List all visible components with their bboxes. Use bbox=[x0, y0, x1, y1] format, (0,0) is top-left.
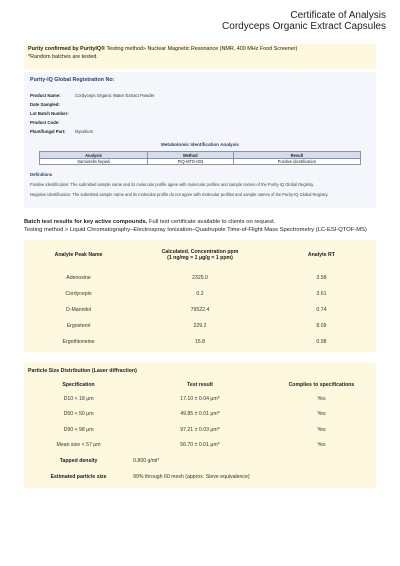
met-result: Positive identification bbox=[233, 159, 360, 165]
registration-title: Purity-IQ Global Registration No: bbox=[30, 77, 115, 83]
product-details bbox=[30, 91, 370, 136]
table-row: Mean size < 57 μm 56.70 ± 0.01 μm* Yes bbox=[56, 442, 326, 449]
header-specification: Specification bbox=[62, 381, 95, 388]
detail-key: Plant/fungal Part: bbox=[30, 129, 66, 134]
header-complies: Complies to specifications bbox=[288, 381, 355, 388]
detail-key: Lot Batch Number: bbox=[30, 111, 69, 116]
particle-size-label: Estimated particle size bbox=[50, 474, 107, 480]
definition-positive: Positive identification: The submitted sample name and its molecular profile agree with molecular profiles and sample names of the Purity-IQ Global Registry. bbox=[30, 182, 315, 187]
detail-key: Date Sampled: bbox=[30, 102, 60, 107]
metabolomic-table bbox=[39, 151, 361, 165]
purity-method-text: Testing method» Nuclear Magnetic Resonance (NMR, 400 MHz Food Screener) bbox=[105, 46, 298, 52]
table-row: D50 < 50 μm 49.85 ± 0.01 μm* Yes bbox=[63, 411, 326, 418]
table-row: D-Mannitol 79522.4 0.74 bbox=[66, 307, 327, 313]
product-subtitle: Cordyceps Organic Extract Capsules bbox=[222, 21, 386, 32]
table-row: D90 < 98 μm 97.21 ± 0.03 μm* Yes bbox=[63, 426, 326, 433]
tapped-density-value: 0.800 g/ml* bbox=[133, 458, 160, 464]
table-row bbox=[24, 469, 376, 485]
table-row: Cordycepin 0.2 3.61 bbox=[65, 291, 327, 297]
document-title: Certificate of Analysis bbox=[290, 10, 386, 21]
batch-text: Full test certificate available to clients on request. bbox=[147, 219, 276, 225]
batch-method: Testing method > Liquid Chromatography–Electrospray Ionization–Quadrupole Time-of-Flight Mass Spectrometry (LC-ESI-QTOF-MS) bbox=[24, 227, 367, 233]
table-row bbox=[24, 453, 376, 469]
table-row bbox=[40, 159, 361, 165]
detail-row bbox=[30, 118, 370, 127]
met-method: PIQ-MTD-003 bbox=[148, 159, 234, 165]
met-header-result: Result bbox=[233, 152, 360, 159]
trademark-symbol: ® bbox=[101, 46, 106, 52]
detail-key: Product Name: bbox=[30, 93, 61, 98]
purity-note: *Random batches are tested. bbox=[28, 53, 98, 60]
header-analyte-rt: Analyte RT bbox=[307, 252, 335, 258]
detail-value: Cordyceps Organic Water Extract Powder bbox=[75, 93, 155, 98]
psd-panel bbox=[24, 362, 376, 488]
batch-results-intro bbox=[24, 218, 384, 234]
header-test-result: Test result bbox=[187, 381, 213, 388]
met-header-method: Method bbox=[148, 152, 234, 159]
purity-statement bbox=[24, 44, 376, 69]
header-analyte-name: Analyte Peak Name bbox=[54, 252, 103, 258]
detail-row bbox=[30, 100, 370, 109]
purity-bold-prefix: Purity confirmed by PurityIQ bbox=[28, 46, 102, 52]
table-row: Ergosterol 229.2 8.09 bbox=[66, 323, 327, 329]
definitions-title: Definitions bbox=[30, 172, 53, 177]
met-header-analysis: Analysis bbox=[40, 152, 148, 159]
analyte-table-panel bbox=[24, 240, 376, 352]
registration-panel bbox=[24, 72, 376, 208]
particle-size-value: 99% through 60 mesh (approx. Sieve equivalence) bbox=[133, 474, 250, 480]
psd-table bbox=[24, 378, 376, 485]
table-row: Adenosine 2325.0 3.58 bbox=[66, 275, 327, 281]
detail-row bbox=[30, 127, 370, 136]
batch-bold: Batch test results for key active compounds. bbox=[24, 219, 148, 225]
definition-negative: Negative identification: The submitted sample name and its molecular profile do not agree with molecular profiles and sample names of the Purity-IQ Global Registry. bbox=[30, 192, 329, 198]
detail-key: Product Code: bbox=[30, 120, 60, 125]
met-analysis: Samonella hepiali bbox=[40, 159, 148, 165]
analyte-table bbox=[24, 240, 376, 350]
table-row: Ergothioneine 15.8 0.98 bbox=[62, 339, 327, 345]
detail-value: Mycelium bbox=[75, 129, 94, 134]
detail-row bbox=[30, 91, 370, 100]
tapped-density-label: Tapped density bbox=[59, 458, 98, 464]
document-header bbox=[222, 10, 386, 32]
detail-row bbox=[30, 109, 370, 118]
table-row: D10 < 18 μm 17.10 ± 0.04 μm* Yes bbox=[63, 395, 326, 402]
psd-title: Particle Size Distribution (Laser diffraction) bbox=[28, 368, 137, 374]
metabolomic-title: Metabolomic Identification Analysis bbox=[161, 142, 239, 147]
header-concentration: Calculated. Concentration ppm (1 ng/mg = 1 μg/g = 1 ppm) bbox=[161, 249, 239, 261]
